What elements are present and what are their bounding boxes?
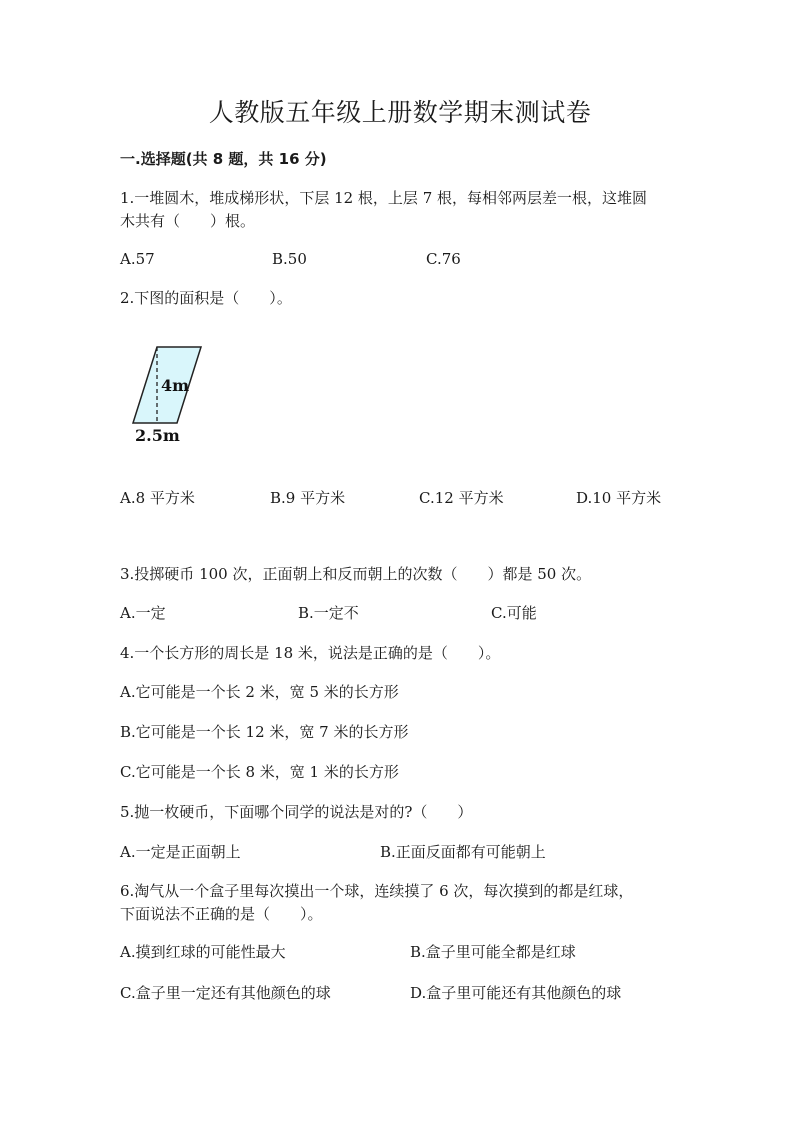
question-1-option-a: A.57 [120, 250, 155, 268]
question-6-option-a: A.摸到红球的可能性最大 [120, 943, 286, 961]
question-6-text-line-1: 6.淘气从一个盒子里每次摸出一个球，连续摸了 6 次，每次摸到的都是红球， [120, 882, 634, 900]
page-title: 人教版五年级上册数学期末测试卷 [208, 98, 592, 127]
question-2-option-a: A.8 平方米 [120, 489, 195, 507]
question-6-text-line-2: 下面说法不正确的是（ ）。 [120, 905, 323, 923]
question-2-text: 2.下图的面积是（ ）。 [120, 289, 292, 307]
question-1-option-b: B.50 [272, 250, 307, 268]
question-3-text: 3.投掷硬币 100 次，正面朝上和反而朝上的次数（ ）都是 50 次。 [120, 565, 592, 583]
question-3-option-a: A.一定 [120, 604, 166, 622]
parallelogram-figure [115, 335, 215, 447]
question-6-option-c: C.盒子里一定还有其他颜色的球 [120, 984, 331, 1002]
question-4-option-b: B.它可能是一个长 12 米，宽 7 米的长方形 [120, 723, 409, 741]
base-label: 2.5m [135, 426, 180, 445]
question-5-option-b: B.正面反面都有可能朝上 [380, 843, 546, 861]
question-1-text-line-2: 木共有（ ）根。 [120, 212, 256, 230]
question-5-option-a: A.一定是正面朝上 [120, 843, 241, 861]
question-3-option-b: B.一定不 [298, 604, 359, 622]
question-1-option-c: C.76 [426, 250, 461, 268]
question-1-text-line-1: 1.一堆圆木，堆成梯形状，下层 12 根，上层 7 根，每相邻两层差一根，这堆圆 [120, 189, 648, 207]
question-2-option-d: D.10 平方米 [576, 489, 662, 507]
question-5-text: 5.抛一枚硬币，下面哪个同学的说法是对的?（ ） [120, 803, 473, 821]
question-4-option-a: A.它可能是一个长 2 米，宽 5 米的长方形 [120, 683, 399, 701]
section-heading: 一.选择题(共 8 题，共 16 分) [120, 150, 327, 168]
question-3-option-c: C.可能 [491, 604, 537, 622]
question-2-option-b: B.9 平方米 [270, 489, 346, 507]
question-6-option-d: D.盒子里可能还有其他颜色的球 [410, 984, 622, 1002]
question-2-option-c: C.12 平方米 [419, 489, 504, 507]
question-4-option-c: C.它可能是一个长 8 米，宽 1 米的长方形 [120, 763, 399, 781]
question-6-option-b: B.盒子里可能全都是红球 [410, 943, 576, 961]
question-4-text: 4.一个长方形的周长是 18 米，说法是正确的是（ ）。 [120, 644, 501, 662]
height-label: 4m [161, 376, 190, 395]
